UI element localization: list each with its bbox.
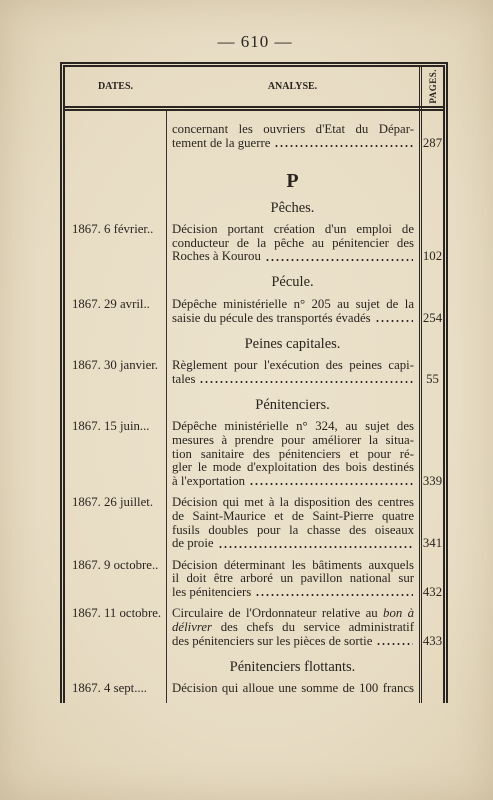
analysis-text: conducteur de la pêche au pénitencier des (172, 235, 414, 250)
entry-page-number: 341 (422, 536, 443, 551)
analysis-line (172, 621, 414, 635)
analysis-line (172, 572, 414, 586)
dot-leader (218, 546, 413, 548)
dot-leader (375, 320, 413, 322)
entry-analysis (166, 298, 419, 325)
analysis-line (172, 586, 414, 600)
index-entry (65, 420, 443, 488)
analysis-text: de proie (172, 536, 214, 551)
index-entry (65, 123, 443, 150)
dot-leader (376, 643, 413, 645)
index-entry (65, 559, 443, 600)
analysis-line (172, 137, 414, 151)
entry-date: 1867. 15 juin... (72, 420, 150, 434)
analysis-text: Circulaire de l'Ordonnateur relative au (172, 606, 384, 621)
italic-text: délivrer (172, 620, 213, 635)
index-entry (65, 607, 443, 648)
dot-leader (255, 594, 413, 596)
analysis-text: tement de la guerre (172, 135, 271, 150)
analysis-line-text (172, 635, 372, 649)
analysis-line (172, 359, 414, 373)
entry-analysis (166, 123, 419, 150)
analysis-text: tion sanitaire des pénitenciers et pour ré- (172, 446, 414, 461)
analysis-text: concernant les ouvriers d'Etat du Dépar- (172, 122, 414, 136)
dot-leader (274, 145, 413, 147)
analysis-line (172, 475, 414, 489)
entry-page-number: 339 (422, 473, 443, 488)
page-number: — 610 — (217, 32, 293, 51)
analysis-line (172, 223, 414, 237)
entry-page-number: 433 (422, 633, 443, 648)
entry-date: 1867. 29 avril.. (72, 297, 150, 311)
analysis-text: à l'exportation (172, 473, 246, 488)
analysis-line-text (172, 250, 261, 264)
analysis-text: saisie du pécule des transportés évadés (172, 310, 371, 325)
analysis-line-text (172, 475, 245, 489)
analysis-line (172, 682, 414, 696)
analysis-line (172, 373, 414, 387)
entry-analysis (166, 420, 419, 488)
analysis-text: Décision portant création d'un emploi de (172, 222, 414, 237)
analysis-text: gler le mode d'exploitation des bois destinés (172, 460, 414, 475)
analysis-line-text (172, 537, 214, 551)
dot-leader (265, 259, 413, 261)
analysis-text: des pénitenciers sur les pièces de sortie (172, 633, 373, 648)
entry-page-number: 55 (426, 371, 439, 386)
analysis-line (172, 496, 414, 510)
analysis-line (172, 461, 414, 475)
analysis-line (172, 298, 414, 312)
analysis-line (172, 635, 414, 649)
entry-date: 1867. 30 janvier. (72, 359, 159, 373)
table-header (65, 67, 443, 111)
analysis-line (172, 434, 414, 448)
section-heading: Pénitenciers. (255, 396, 330, 413)
analysis-text: Roches à Kourou (172, 249, 261, 264)
index-table (60, 62, 448, 703)
index-entry (65, 223, 443, 264)
index-entry (65, 359, 443, 386)
analysis-line-text (172, 586, 251, 600)
section-letter: P (286, 170, 299, 193)
analysis-line-text (172, 373, 195, 387)
index-entry (65, 682, 443, 696)
analysis-text: il doit être arboré un pavillon national sur (172, 571, 414, 586)
section-heading: Pénitenciers flottants. (229, 658, 356, 675)
analysis-text: fusils doubles pour la chasse des oiseaux (172, 522, 414, 537)
analysis-text: Dépêche ministérielle n° 324, au sujet des (172, 419, 414, 434)
table-body (65, 111, 443, 703)
analysis-line (172, 237, 414, 251)
column-header-analyse: ANALYSE. (267, 81, 318, 92)
entry-date: 1867. 26 juillet. (72, 496, 154, 510)
entry-analysis (166, 559, 419, 600)
analysis-text: mesures à prendre pour améliorer la situa- (172, 432, 414, 447)
entry-analysis (166, 682, 419, 696)
analysis-text: les pénitenciers (172, 584, 252, 599)
entry-analysis (166, 496, 419, 550)
entry-date: 1867. 6 février.. (72, 223, 154, 237)
analysis-text: de Saint-Maurice et de Saint-Pierre quatre (172, 508, 414, 523)
section-heading: Pécule. (271, 274, 314, 291)
analysis-line (172, 559, 414, 573)
analysis-text: Décision qui met à la disposition des centres (172, 495, 414, 510)
section-heading: Pêches. (270, 199, 315, 216)
dot-leader (199, 381, 413, 383)
analysis-line (172, 607, 414, 621)
analysis-line (172, 250, 414, 264)
analysis-line (172, 537, 414, 551)
analysis-line (172, 123, 414, 137)
analysis-line (172, 312, 414, 326)
entry-analysis (166, 223, 419, 264)
dot-leader (249, 483, 413, 485)
entry-page-number: 432 (422, 584, 443, 599)
analysis-text: Règlement pour l'exécution des peines capi- (172, 358, 414, 373)
analysis-text: tales (172, 371, 196, 386)
entry-date: 1867. 11 octobre. (72, 607, 162, 621)
analysis-line-text (172, 312, 371, 326)
entry-date: 1867. 4 sept.... (72, 682, 148, 696)
analysis-line (172, 524, 414, 538)
section-heading: Peines capitales. (244, 335, 341, 352)
entry-date: 1867. 9 octobre.. (72, 558, 159, 572)
italic-text: bon à (383, 606, 415, 621)
analysis-line (172, 510, 414, 524)
entry-analysis (166, 359, 419, 386)
index-entry (65, 496, 443, 550)
entry-page-number: 254 (422, 310, 443, 325)
column-header-pages-label: PAGES. (427, 69, 438, 104)
column-header-pages (422, 67, 443, 106)
column-header-dates: DATES. (97, 81, 134, 92)
analysis-line-text (172, 137, 270, 151)
analysis-text: Dépêche ministérielle n° 205 au sujet de la (172, 296, 414, 311)
analysis-line (172, 448, 414, 462)
entry-date (65, 123, 166, 150)
analysis-text: Décision qui alloue une somme de 100 francs (172, 681, 414, 696)
entry-page-number: 287 (422, 135, 443, 150)
entry-analysis (166, 607, 419, 648)
entry-page-number: 102 (422, 249, 443, 264)
analysis-text: Décision déterminant les bâtiments auxquels (172, 557, 414, 572)
analysis-line (172, 420, 414, 434)
analysis-text: des chefs du service administratif (212, 620, 414, 635)
index-entry (65, 298, 443, 325)
